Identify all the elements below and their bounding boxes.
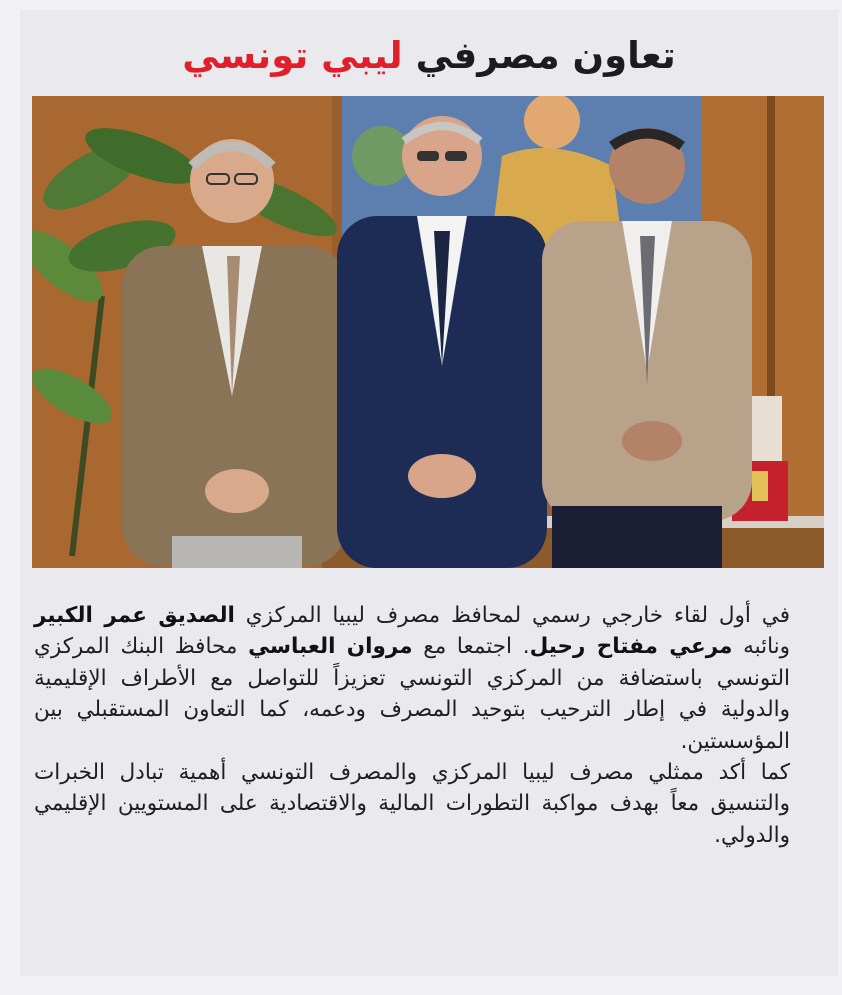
headline-black-part: تعاون مصرفي [415, 34, 676, 77]
article-paragraph-2: كما أكد ممثلي مصرف ليبيا المركزي والمصرف التونسي أهمية تبادل الخبرات والتنسيق معاً بهدف مواكبة التطورات المالية والاقتصادية على المستويين الإقليمي والدولي. [34, 760, 790, 848]
p1-name-governor: الصديق عمر الكبير [34, 603, 235, 628]
article-paragraph-1 [34, 600, 824, 757]
p1-rest: محافظ البنك المركزي التونسي باستضافة من المركزي التونسي تعزيزاً للتواصل مع الأطراف الإقليمية والدولية في إطار الترحيب بتوحيد المصرف ودعمه، كما التعاون المستقبلي بين المؤسستين. [34, 634, 790, 754]
headline-red-part: ليبي تونسي [182, 34, 403, 77]
p1-lead: في أول لقاء خارجي رسمي لمحافظ مصرف ليبيا المركزي [245, 603, 790, 628]
p1-mid: ونائبه [732, 634, 791, 660]
news-photo [32, 96, 824, 568]
p1-name-tunisian-governor: مروان العباسي [248, 634, 413, 660]
article-body [34, 600, 824, 851]
headline [20, 26, 838, 86]
newspaper-clipping [20, 10, 838, 976]
p1-name-deputy: مرعي مفتاح رحيل [529, 634, 733, 660]
photo-illustration [32, 96, 824, 568]
p1-mid2: . اجتمعا مع [412, 634, 530, 660]
